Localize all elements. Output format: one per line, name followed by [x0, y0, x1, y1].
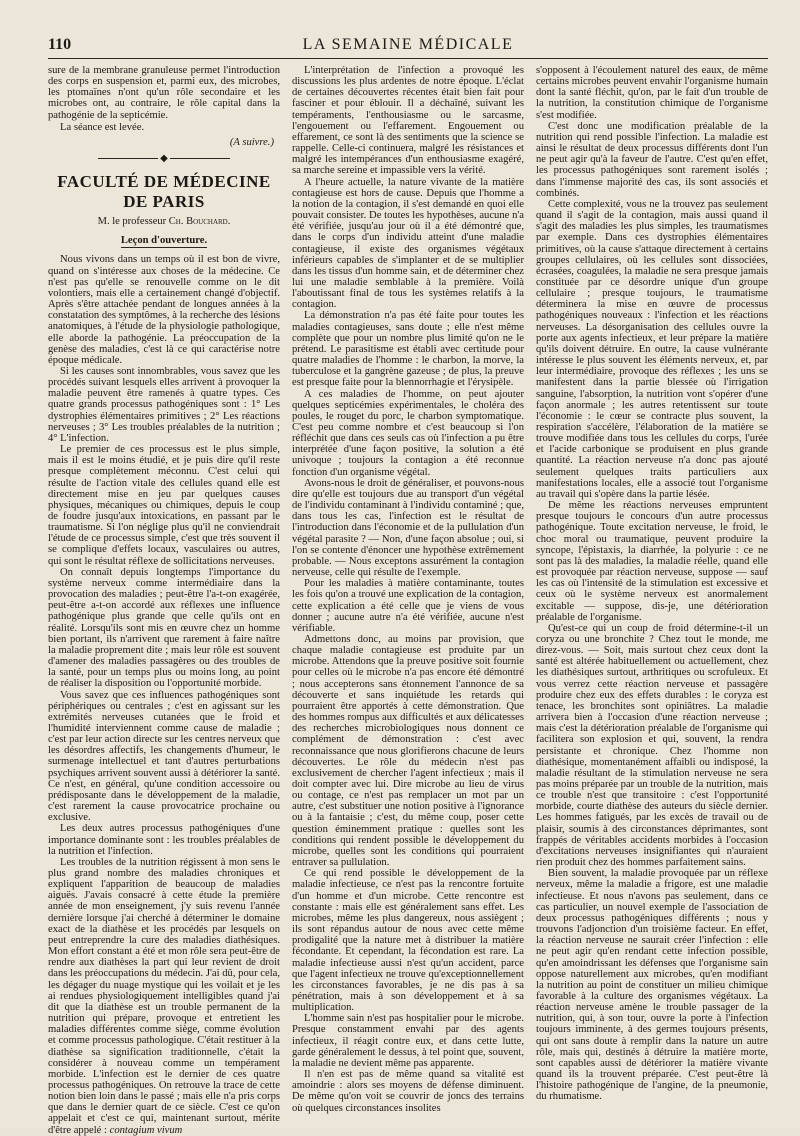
paragraph: Bien souvent, la maladie provoquée par un réflexe nerveux, même la maladie a frigore, est une maladie infectieuse. Et nous n'avons pas seulement, dans ce cas particulier, un nouvel exemple de l'association de deux processus pathogéniques différents ; nous y trouvons l'adjonction d'un troisième facteur. En effet, la réaction nerveuse ne saurait créer l'infection : elle ne peut agir qu'en rendant cette infection possible, qu'en amoindrissant les défenses que l'organisme sain oppose naturellement aux microbes, qu'en modifiant la nutrition au point de constituer un milieu chimique favorable à la culture des organismes végétaux. La réaction nerveuse amène le trouble passager de la nutrition, qui, à son tour, ouvre la porte à l'infection toujours imminente, à des germes toujours présents, qui ont sans doute à remplir dans la nature un autre rôle, mais qui, destinés à détruire la matière morte, sont capables aussi de détériorer la matière vivante quand ils la trouvent préparée. C'est peut-être là l'histoire pathogénique de l'angine, de la pneumonie, du rhumatisme.	[536, 868, 768, 1103]
carryover-paragraph: sure de la membrane granuleuse permet l'introduction des corps en suspension et, parmi eux, des microbes, les ptomaïnes n'ont qu'un rôle secondaire et les microbes ont, au contraire, le rôle capital dans la pathogénie de la septicémie.	[48, 65, 280, 121]
paragraph: Les deux autres processus pathogéniques d'une importance dominante sont : les troubles préalables de la nutrition et l'infection.	[48, 823, 280, 857]
author-line	[48, 216, 280, 227]
lecture-title	[48, 235, 280, 246]
paragraph: De même les réactions nerveuses empruntent presque toujours le concours d'un autre processus pathogénique. Toute excitation nerveuse, le froid, le choc moral ou traumatique, peuvent produire la syncope, l'épistaxis, la diarrhée, la polyurie : ce ne sont pas là des maladies, la maladie réelle, quand elle est provoquée par réaction nerveuse, suppose — sauf les cas où l'intensité de la stimulation est excessive et ceux où le système nerveux est anormalement excitable — suppose, dis-je, une détérioration préalable de l'organisme.	[536, 500, 768, 623]
paragraph: Il n'en est pas de même quand sa vitalité est amoindrie : alors ses moyens de défense diminuent. De même qu'on voit se couvrir de joncs des terrains où quelques circonstances insolites	[292, 1069, 524, 1114]
section-title: FACULTÉ DE MÉDECINE DE PARIS	[57, 172, 271, 212]
running-head	[48, 36, 768, 59]
author-name: Ch. Bouchard.	[168, 216, 231, 228]
paragraph: Ce qui rend possible le développement de la maladie infectieuse, ce n'est pas la rencontre fortuite d'un homme et d'un microbe. Cette rencontre est constante : mais elle est généralement sans effet. Les microbes, même les plus dangereux, nous assiègent ; ils sont répandus autour de nous avec cette même prodigalité que la nature met à distribuer la matière fécondante. Et cependant, la fécondation est rare. La maladie infectieuse aussi n'est qu'un accident, parce que l'agent infectieux ne trouve qu'exceptionnellement les circonstances favorables, je ne dis pas à sa pénétration, mais à son développement et à sa multiplication.	[292, 868, 524, 1014]
page-number: 110	[48, 36, 72, 53]
paragraph: A ces maladies de l'homme, on peut ajouter quelques septicémies expérimentales, le choléra des poules, le rouget du porc, le charbon symptomatique. C'est peu comme nombre et c'est beaucoup si l'on réfléchit que dans ces seuls cas où l'infection a pu être interprétée d'une façon positive, la solution a été univoque ; toujours la contagion a été reconnue fonction d'un organisme végétal.	[292, 388, 524, 478]
paragraph: A l'heure actuelle, la nature vivante de la matière contagieuse est hors de cause. Depuis que l'homme a la notion de la contagion, il s'est demandé en quoi elle pouvait consister. De toutes les hypothèses, aucune n'a été vérifiée, jusqu'au jour où il a été démontré que, dans le corps d'un individu atteint d'une maladie contagieuse, il existe des organismes végétaux inférieurs capables de s'implanter et de se multiplier dans les tissus d'un homme sain, et de déterminer chez lui une maladie semblable à la première. Voilà l'aboutissant final de tous les systèmes relatifs à la contagion.	[292, 176, 524, 311]
paragraph: L'homme sain n'est pas hospitalier pour le microbe. Presque constamment envahi par des agents infectieux, il réagit contre eux, et dans cette lutte, garde généralement le dessus, à tel point que, souvent, la maladie ne devient même pas apparente.	[292, 1013, 524, 1069]
paragraph-final	[48, 857, 280, 1136]
paragraph: L'interprétation de l'infection a provoqué les discussions les plus ardentes de notre époque. L'éclat de certaines découvertes récentes était bien fait pour fasciner et pour éblouir. Il a déchaîné, suivant les tempéraments, l'enthousiasme ou le sarcasme, l'engouement ou l'effarement. Engouement ou effarement, ce sont là des sentiments que la science se rappelle. Celle-ci continuera, malgré les résistances et malgré les intempérances d'un enthousiasme exagéré, sa marche sereine et impassible vers la vérité.	[292, 65, 524, 177]
journal-title: LA SEMAINE MÉDICALE	[302, 36, 514, 53]
paragraph: Cette complexité, vous ne la trouvez pas seulement quand il s'agit de la contagion, mais aussi quand il s'agit des maladies les plus simples, les traumatismes par exemple. Dans ces dystrophies élémentaires primitives, où la cause s'attaque directement à certains groupes cellulaires, où les cellules sont dissociées, écrasées, coagulées, la maladie ne sera presque jamais constituée par ce désordre unique d'un groupe cellulaire ; presque toujours, le traumatisme déterminera la mise en œuvre de processus pathogéniques nouveaux : l'infection et les réactions nerveuses. La désorganisation des cellules ouvre la porte aux agents infectieux, et leur prépare la matière qu'ils doivent détruire. En outre, la cause vulnérante intéresse le plus souvent les éléments nerveux, et, par leur intermédiaire, provoque des réflexes ; les uns se manifestent dans la partie blessée où l'irrigation sanguine, l'absorption, la nutrition vont s'opérer d'une façon anormale ; les autres retentissent sur toute l'économie : le cœur se contracte plus souvent, la respiration s'accélère, l'élaboration de la matière se trouve modifiée dans tous les cellules du corps, l'urée et l'acide carbonique se produisent en plus grande quantité. La réaction nerveuse n'a donc pas ajouté seulement quelques traits particuliers aux manifestations locales, elle a associé tout l'organisme au travail qui s'opère dans la partie lésée.	[536, 198, 768, 500]
paragraph: Vous savez que ces influences pathogéniques sont périphériques ou centrales ; c'est en agissant sur les extrémités nerveuses cutanées que le froid et l'humidité interviennent comme cause de maladie ; c'est par leur action directe sur les centres nerveux que les désordres affectifs, les changements d'humeur, le surmenage intellectuel et tant d'autres perturbations psychiques arrivent souvent aussi à détériorer la santé. Ce n'est, en général, qu'une condition accessoire ou prédisposante dans le développement de la maladie, c'est rarement la cause provocatrice prochaine ou exclusive.	[48, 689, 280, 824]
column-right	[536, 65, 768, 1115]
paragraph-text: Les troubles de la nutrition régissent à mon sens le plus grand nombre des maladies chroniques et expliquent l'apparition de beaucoup de maladies aiguës. J'avais consacré à cette étude la première année de mon enseignement, j'y suis revenu l'année dernière lorsque j'ai cherché à déterminer le domaine exact de la diathèse et les procédés par lesquels on peut entreprendre la cure des maladies diathésiques. Mon effort constant a été et mon rôle sera peut-être de rendre aux diathèses la part qui leur revient de droit dans les préoccupations du médecin. J'ai dû, pour cela, les dégager du nuage mystique qui les voilait et je les ai rendues physiologiquement intelligibles quand j'ai dit que la diathèse est un trouble permanent de la nutrition qui prépare, provoque et entretient les maladies différentes comme siège, comme évolution et comme processus pathologique. C'était restituer à la diathèse sa signification traditionnelle, c'était la considérer à nouveau comme un tempérament morbide. L'infection est le dernier de ces quatre processus pathogéniques. On retrouve la trace de cette notion bien loin dans le passé ; mais elle n'a pris corps que dans le dernier quart de ce siècle. C'est ce qu'on appelait et c'est ce qui, maintenant surtout, mérite d'être appelé :	[48, 856, 280, 1136]
paragraph: s'opposent à l'écoulement naturel des eaux, de même certains microbes peuvent envahir l'organisme humain dont la santé fléchit, qu'on, par le fait d'un trouble de la nutrition, la constitution chimique de l'organisme s'est modifiée.	[536, 65, 768, 121]
paragraph: Admettons donc, au moins par provision, que chaque maladie contagieuse est produite par un microbe. Attendons que la preuve positive soit fournie pour celles où le microbe n'a pas encore été démontré ; nous accepterons sans étonnement l'annonce de sa découverte et sans inquiétude les retards qui pourraient être apportés à cette démonstration. Que des hommes rompus aux difficultés et aux délicatesses des recherches microbiologiques nous donnent ce complément de démonstration : c'est avec reconnaissance que nous glorifierons chacune de leurs découvertes. Le rôle du médecin n'est pas exclusivement de chercher l'agent infectieux ; mais il doit compter avec lui. Dire microbe au lieu de virus ou contage, ce n'est pas remplacer un mot par un autre, c'est substituer une notion positive à l'ignorance ou à la fantaisie ; c'est, du même coup, poser cette question éminemment pratique : quelles sont les conditions qui rendent possible le développement du microbe, quelles sont les conditions qui pourraient entraver sa pullulation.	[292, 633, 524, 869]
paragraph: Si les causes sont innombrables, vous savez que les procédés suivant lesquels elles arrivent à provoquer la maladie peuvent être ramenés à quatre types. Ces quatre grands processus pathogéniques sont : 1° Les dystrophies élémentaires primitives ; 2° Les réactions nerveuses ; 3° Les troubles préalables de la nutrition ; 4° L'infection.	[48, 365, 280, 444]
column-middle	[292, 65, 524, 1115]
lecture-title-text: Leçon d'ouverture.	[120, 235, 208, 247]
paragraph: On connaît depuis longtemps l'importance du système nerveux comme intermédiaire dans la provocation des maladies ; peut-être l'a-t-on exagérée, peut-être a-t-on accordé aux réflexes une influence pathogénique plus grande que celle qu'ils ont en réalité. Lorsqu'ils sont mis en œuvre chez un homme bien portant, ils n'arrivent que rarement à faire naître la maladie proprement dite ; mais leur rôle est souvent d'amener des maladies passagères ou des troubles de la santé, pour un temps plus ou moins long, au point de réaliser la disposition ou l'opportunité morbide.	[48, 566, 280, 690]
paragraph: Pour les maladies à matière contaminante, toutes les fois qu'on a trouvé une explication de la contagion, cette explication a été celle que je viens de vous donner ; aucune autre n'a été vérifiée, aucune n'est vérifiable.	[292, 578, 524, 634]
text-columns	[48, 65, 768, 1136]
paragraph: Qu'est-ce qui un coup de froid détermine-t-il un coryza ou une bronchite ? Chez tout le monde, me direz-vous. — Soit, mais surtout chez ceux dont la santé est altérée habituellement ou actuellement, chez les diathésiques surtout, arthritiques ou scrofuleux. Et vous verrez cette réaction nerveuse et passagère produire chez eux des effets durables : le coryza est tenace, les bronchites sont opiniâtres. La maladie arrivera bien à l'occasion d'une réaction nerveuse ; mais c'est la détérioration préalable de l'organisme qui facilitera son explosion et qui, souvent, la rendra persistante et chronique. Chez l'homme non diathésique, momentanément affaibli ou indisposé, la maladie résultant de la stimulation nerveuse ne sera pas moins préparée par un trouble de la nutrition, mais ce trouble n'est que transitoire : c'est l'opportunité morbide, courte diathèse des auteurs du siècle dernier. Les hommes fatigués, par les excès de travail ou de plaisir, soumis à des circonstances déprimantes, sont frappés de véritables accidents morbides à l'occasion d'excitations nerveuses insignifiantes qui n'auraient rien produit chez des hommes parfaitement sains.	[536, 622, 768, 869]
separator-ornament: ◆	[48, 154, 280, 164]
paragraph: Le premier de ces processus est le plus simple, mais il est le moins étudié, et je puis dire qu'il reste presque complètement méconnu. C'est celui qui résulte de l'action vitale des cellules quand elle est directement mise en jeu par quelques causes physiques, mécaniques ou chimiques, depuis le coup de foudre jusqu'aux intoxications, en passant par le traumatisme. Si l'on néglige plus qu'il ne conviendrait l'étude de ce processus simple, c'est que très souvent il se complique d'effets locaux, vasculaires ou autres, qui sont le résultat réflexe de sollicitations nerveuses.	[48, 444, 280, 567]
seance-closing: La séance est levée.	[60, 121, 145, 133]
paragraph: La démonstration n'a pas été faite pour toutes les maladies contagieuses, sans doute ; elle n'est même complète que pour un nombre plus limité qu'on ne le prétend. Le parasitisme est établi avec certitude pour quatre maladies de l'homme : le charbon, la morve, la tuberculose et la gangrène gazeuse ; de plus, la preuve est presque faite pour la blennorrhagie et l'érysipèle.	[292, 310, 524, 389]
italic-term: contagium vivum	[109, 1124, 183, 1136]
paragraph: Nous vivons dans un temps où il est bon de vivre, quand on s'intéresse aux choses de la médecine. Ce n'est pas qu'elle se renouvelle comme on le dit volontiers, mais elle a certainement changé d'objectif. Après s'être attachée pendant de longues années à la constatation des symptômes, à la recherche des lésions anatomiques, à l'étude de la physiologie pathologique, elle aborde la pathogénie. La préoccupation de la genèse des maladies, c'est là ce qui caractérise notre époque médicale.	[48, 254, 280, 366]
paragraph: Avons-nous le droit de généraliser, et pouvons-nous dire qu'elle est toujours due au transport d'un végétal de l'individu contaminant à l'individu contaminé ; que, dans tous les cas, l'infection est le résultat de l'introduction dans l'économie et de la pullulation d'un végétal parasite ? — Non, d'une façon absolue ; oui, si l'on se contente d'énoncer une hypothèse extrêmement probable. — Nous exceptons assurément la contagion nerveuse, celle qui résulte de l'exemple.	[292, 477, 524, 579]
column-left	[48, 65, 280, 1136]
author-prefix: M. le professeur	[97, 216, 167, 228]
paragraph: C'est donc une modification préalable de la nutrition qui rend possible l'infection. La maladie est ainsi le résultat de deux processus différents dont l'un ne peut agir qu'à la faveur de l'autre. C'est qu'en effet, les processus pathogéniques sont rarement isolés ; dans l'immense majorité des cas, ils sont associés et combinés.	[536, 120, 768, 199]
to-be-continued: (A suivre.)	[229, 136, 274, 148]
